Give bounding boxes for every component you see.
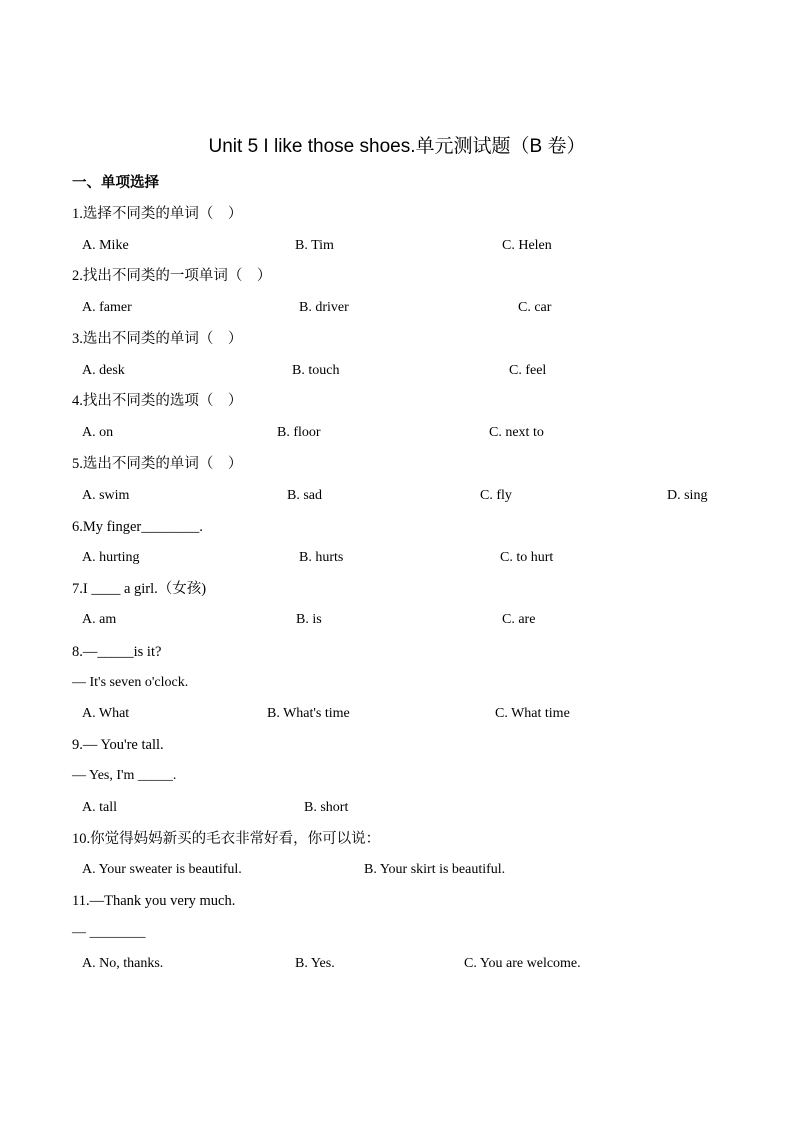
q8-option-b[interactable]: B. What's time: [267, 706, 350, 721]
question-1-stem: 1.选择不同类的单词（ ）: [72, 206, 243, 222]
q10-option-a[interactable]: A. Your sweater is beautiful.: [82, 862, 242, 877]
question-8-stem: 8.—_____is it?: [72, 644, 162, 660]
q6-option-c[interactable]: C. to hurt: [500, 550, 554, 565]
q8-option-c[interactable]: C. What time: [495, 706, 570, 721]
question-9-stem: 9.— You're tall.: [72, 737, 164, 753]
page-title: Unit 5 I like those shoes.单元测试题（B 卷）: [208, 136, 586, 157]
q11-option-c[interactable]: C. You are welcome.: [464, 956, 581, 971]
q7-option-a[interactable]: A. am: [82, 612, 117, 627]
q3-option-a[interactable]: A. desk: [82, 363, 125, 378]
question-2-stem: 2.找出不同类的一项单词（ ）: [72, 268, 272, 284]
q7-option-b[interactable]: B. is: [296, 612, 322, 627]
q11-option-a[interactable]: A. No, thanks.: [82, 956, 164, 971]
q5-option-a[interactable]: A. swim: [82, 488, 130, 503]
question-6-stem: 6.My finger________.: [72, 519, 203, 535]
q1-option-c[interactable]: C. Helen: [502, 238, 552, 253]
q5-option-b[interactable]: B. sad: [287, 488, 322, 503]
question-3-stem: 3.选出不同类的单词（ ）: [72, 331, 243, 347]
question-11-dialog: — ________: [72, 925, 146, 940]
q10-option-b[interactable]: B. Your skirt is beautiful.: [364, 862, 506, 877]
q1-option-a[interactable]: A. Mike: [82, 238, 129, 253]
question-4-stem: 4.找出不同类的选项（ ）: [72, 393, 243, 409]
q3-option-c[interactable]: C. feel: [509, 363, 547, 378]
section-heading: 一、单项选择: [72, 175, 159, 191]
q11-option-b[interactable]: B. Yes.: [295, 956, 335, 971]
q5-option-d[interactable]: D. sing: [667, 488, 708, 503]
q3-option-b[interactable]: B. touch: [292, 363, 340, 378]
q4-option-a[interactable]: A. on: [82, 425, 114, 440]
question-8-dialog: — It's seven o'clock.: [72, 675, 189, 690]
q1-option-b[interactable]: B. Tim: [295, 238, 334, 253]
question-9-dialog: — Yes, I'm _____.: [72, 768, 177, 783]
question-5-stem: 5.选出不同类的单词（ ）: [72, 456, 243, 472]
q6-option-b[interactable]: B. hurts: [299, 550, 344, 565]
question-7-stem: 7.I ____ a girl.（女孩): [72, 581, 207, 597]
q9-option-b[interactable]: B. short: [304, 800, 349, 815]
q8-option-a[interactable]: A. What: [82, 706, 130, 721]
question-10-stem: 10.你觉得妈妈新买的毛衣非常好看，你可以说：: [72, 831, 381, 847]
q6-option-a[interactable]: A. hurting: [82, 550, 140, 565]
q4-option-b[interactable]: B. floor: [277, 425, 321, 440]
q2-option-b[interactable]: B. driver: [299, 300, 349, 315]
q2-option-a[interactable]: A. famer: [82, 300, 132, 315]
q2-option-c[interactable]: C. car: [518, 300, 552, 315]
q4-option-c[interactable]: C. next to: [489, 425, 544, 440]
q7-option-c[interactable]: C. are: [502, 612, 536, 627]
q5-option-c[interactable]: C. fly: [480, 488, 512, 503]
q9-option-a[interactable]: A. tall: [82, 800, 117, 815]
question-11-stem: 11.—Thank you very much.: [72, 893, 236, 909]
